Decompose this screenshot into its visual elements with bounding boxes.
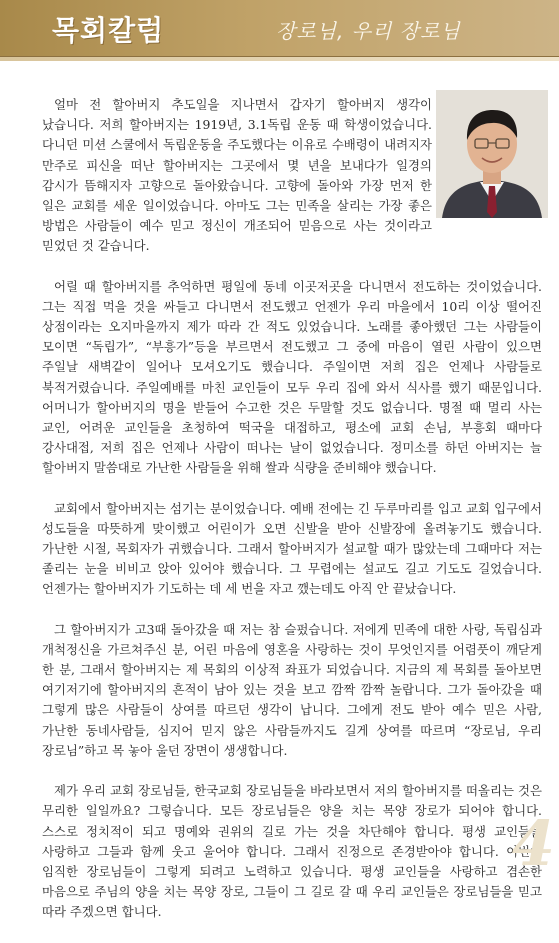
- column-title: 목회칼럼: [52, 14, 165, 47]
- article-body: [42, 95, 542, 943]
- paragraph: 어릴 때 할아버지를 추억하면 평일에 동네 이곳저곳을 다니면서 전도하는 것이었습니다. 그는 직접 먹을 것을 싸들고 다니면서 전도했고 언젠가 우리 마을에서 10리 이상 떨어진 상점이라는 오지마을까지 제가 따라 간 적도 있었습니다. 노래를 좋아했던 그는 사람들이 모이면 “독립가”, “부흥가”등을 부르면서 전도했고 그 중에 마음이 열린 사람이 있으면 주일날 새벽같이 일어나 모셔오기도 했습니다. 주일이면 저희 집은 언제나 사람들로 북적거렸습니다. 주일예배를 마친 교인들이 모두 우리 집에 와서 식사를 했기 때문입니다. 어머니가 할아버지의 명을 받들어 수고한 것은 두말할 것도 없습니다. 명절 때 멀리 사는 교인, 어려운 교인들을 초청하여 떡국을 대접하고, 평소에 교회 손님, 부흥회 때마다 강사대접, 저희 집은 언제나 사람이 떠나는 날이 없었습니다. 정미소를 하던 아버지는 늘 할아버지 말씀대로 가난한 사람들을 위해 쌀과 식량을 준비해야 했습니다.: [42, 278, 542, 476]
- paragraph: 얼마 전 할아버지 추도일을 지나면서 갑자기 할아버지 생각이 났습니다. 저희 할아버지는 1919년, 3.1독립 운동 때 학생이었습니다. 다니던 미션 스쿨에서 독립운동을 주도했다는 이유로 수배령이 내려지자 만주로 피신을 떠난 할아버지는 그곳에서 몇 년을 보내다가 일경의 감시가 뜸해지자 고향으로 돌아왔습니다. 고향에 돌아와 가장 먼저 한 일은 교회를 세운 일이었습니다. 아마도 그는 민족을 살리는 가장 좋은 방법은 사람들이 예수 믿고 정신이 개조되어 믿음으로 사는 것이라고 믿었던 것 같습니다.: [42, 97, 432, 254]
- article-title: 장로님, 우리 장로님: [276, 19, 461, 43]
- header-banner: [0, 0, 559, 57]
- page-number: 4: [511, 807, 555, 880]
- paragraph: 그 할아버지가 고3때 돌아갔을 때 저는 참 슬펐습니다. 저에게 민족에 대한 사랑, 독립심과 개척정신을 가르쳐주신 분, 어린 마음에 영혼을 사랑하는 것이 무엇인지를 어렴풋이 깨닫게 한 분, 그래서 할아버지는 제 목회의 이상적 좌표가 되었습니다. 지금의 제 목회를 돌아보면 여기저기에 할아버지의 흔적이 남아 있는 것을 보고 깜짝 깜짝 놀랍니다. 그가 돌아갔을 때 그렇게 많은 사람들이 상여를 따르던 생각이 납니다. 그에게 전도 받아 예수 믿은 사람, 가난한 동네사람들, 심지어 믿지 않은 사람들까지도 길게 상여를 따르며 “장로님, 우리 장로님”하고 목 놓아 울던 장면이 생생합니다.: [42, 621, 542, 758]
- paragraph: 제가 우리 교회 장로님들, 한국교회 장로님들을 바라보면서 저의 할아버지를 떠올리는 것은 무리한 일일까요? 그렇습니다. 모든 장로님들은 양을 치는 목양 장로가 되어야 합니다. 스스로 정치적이 되고 명예와 권위의 길로 가는 것을 차단해야 합니다. 평생 교인들을 사랑하고 그들과 함께 웃고 울어야 합니다. 그래서 진정으로 존경받아야 합니다. 이번에 임직한 장로님들이 그렇게 되려고 노력하고 있습니다. 평생 교인들을 사랑하고 겸손한 마음으로 주님의 양을 치는 목양 장로, 그들이 그 길로 갈 때 우리 교인들은 장로님들을 믿고 따라 주겠으면 합니다.: [42, 783, 542, 920]
- paragraph: 교회에서 할아버지는 섬기는 분이었습니다. 예배 전에는 긴 두루마리를 입고 교회 입구에서 성도들을 따뜻하게 맞이했고 어린이가 오면 신발을 받아 신발장에 올려놓기도 했습니다. 가난한 시절, 목회자가 귀했습니다. 그래서 할아버지가 설교할 때가 많았는데 그때마다 저는 졸리는 눈을 비비고 앉아 있어야 했습니다. 그 무렵에는 설교도 길고 기도도 길었습니다. 언젠가는 할아버지가 기도하는 데 세 번을 자고 깼는데도 아직 안 끝났습니다.: [42, 500, 542, 597]
